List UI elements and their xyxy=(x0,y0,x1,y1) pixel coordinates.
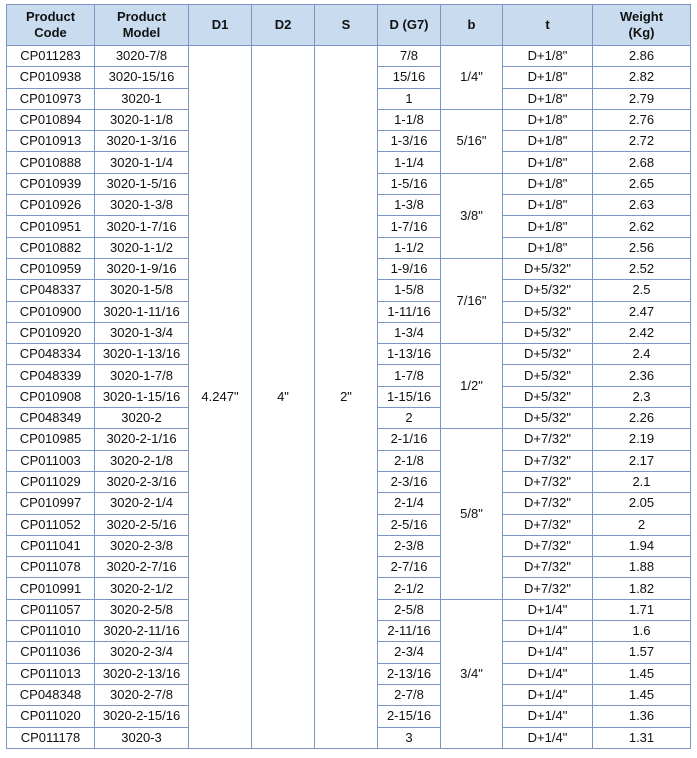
d-g7-cell: 2-1/4 xyxy=(378,493,441,514)
product-code-cell: CP010938 xyxy=(7,67,95,88)
d-g7-cell: 1-7/8 xyxy=(378,365,441,386)
weight-cell: 2.68 xyxy=(593,152,691,173)
weight-cell: 1.31 xyxy=(593,727,691,748)
weight-cell: 2.17 xyxy=(593,450,691,471)
product-model-cell: 3020-1-11/16 xyxy=(95,301,189,322)
weight-cell: 2.3 xyxy=(593,386,691,407)
weight-cell: 2.19 xyxy=(593,429,691,450)
product-code-cell: CP011010 xyxy=(7,621,95,642)
product-model-cell: 3020-2-1/4 xyxy=(95,493,189,514)
t-cell: D+1/8" xyxy=(503,67,593,88)
d-g7-cell: 2-11/16 xyxy=(378,621,441,642)
weight-cell: 1.82 xyxy=(593,578,691,599)
weight-cell: 2.26 xyxy=(593,408,691,429)
b-cell: 3/4" xyxy=(441,599,503,748)
product-code-cell: CP011003 xyxy=(7,450,95,471)
product-code-cell: CP048349 xyxy=(7,408,95,429)
t-cell: D+1/4" xyxy=(503,727,593,748)
product-code-cell: CP010894 xyxy=(7,109,95,130)
t-cell: D+1/8" xyxy=(503,216,593,237)
product-code-cell: CP010926 xyxy=(7,195,95,216)
product-model-cell: 3020-1-9/16 xyxy=(95,258,189,279)
b-cell: 5/16" xyxy=(441,109,503,173)
header-s: S xyxy=(315,5,378,46)
t-cell: D+1/8" xyxy=(503,195,593,216)
product-model-cell: 3020-1-3/16 xyxy=(95,131,189,152)
weight-cell: 2.65 xyxy=(593,173,691,194)
weight-cell: 1.88 xyxy=(593,557,691,578)
d-g7-cell: 1-1/2 xyxy=(378,237,441,258)
weight-cell: 2.56 xyxy=(593,237,691,258)
t-cell: D+1/8" xyxy=(503,173,593,194)
weight-cell: 1.45 xyxy=(593,684,691,705)
product-model-cell: 3020-2-15/16 xyxy=(95,706,189,727)
d-g7-cell: 1-5/8 xyxy=(378,280,441,301)
t-cell: D+5/32" xyxy=(503,344,593,365)
d-g7-cell: 15/16 xyxy=(378,67,441,88)
product-model-cell: 3020-2-13/16 xyxy=(95,663,189,684)
header-product-model-line1: Product xyxy=(116,9,167,24)
weight-cell: 2 xyxy=(593,514,691,535)
weight-cell: 2.63 xyxy=(593,195,691,216)
header-b: b xyxy=(441,5,503,46)
product-code-cell: CP011036 xyxy=(7,642,95,663)
weight-cell: 1.71 xyxy=(593,599,691,620)
product-model-cell: 3020-2-3/16 xyxy=(95,471,189,492)
d-g7-cell: 2-7/8 xyxy=(378,684,441,705)
product-model-cell: 3020-2-1/2 xyxy=(95,578,189,599)
product-code-cell: CP011013 xyxy=(7,663,95,684)
product-model-cell: 3020-2-1/16 xyxy=(95,429,189,450)
product-code-cell: CP011057 xyxy=(7,599,95,620)
product-code-cell: CP010908 xyxy=(7,386,95,407)
d-g7-cell: 1-9/16 xyxy=(378,258,441,279)
header-weight-line2: (Kg) xyxy=(628,25,655,40)
product-code-cell: CP010997 xyxy=(7,493,95,514)
spec-table xyxy=(6,4,691,749)
s-cell: 2" xyxy=(315,46,378,749)
d-g7-cell: 2-3/4 xyxy=(378,642,441,663)
weight-cell: 2.5 xyxy=(593,280,691,301)
t-cell: D+1/4" xyxy=(503,663,593,684)
t-cell: D+1/8" xyxy=(503,46,593,67)
d-g7-cell: 1 xyxy=(378,88,441,109)
t-cell: D+7/32" xyxy=(503,493,593,514)
t-cell: D+7/32" xyxy=(503,514,593,535)
header-product-code xyxy=(7,5,95,46)
product-code-cell: CP011078 xyxy=(7,557,95,578)
b-cell: 1/4" xyxy=(441,46,503,110)
product-model-cell: 3020-1-1/8 xyxy=(95,109,189,130)
weight-cell: 1.57 xyxy=(593,642,691,663)
weight-cell: 2.79 xyxy=(593,88,691,109)
t-cell: D+1/8" xyxy=(503,88,593,109)
product-model-cell: 3020-1-5/8 xyxy=(95,280,189,301)
product-code-cell: CP010973 xyxy=(7,88,95,109)
weight-cell: 1.45 xyxy=(593,663,691,684)
t-cell: D+1/8" xyxy=(503,109,593,130)
product-model-cell: 3020-2 xyxy=(95,408,189,429)
product-model-cell: 3020-1-7/16 xyxy=(95,216,189,237)
product-code-cell: CP010991 xyxy=(7,578,95,599)
header-product-model-line2: Model xyxy=(122,25,161,40)
header-d1: D1 xyxy=(189,5,252,46)
d-g7-cell: 2-5/8 xyxy=(378,599,441,620)
header-weight-line1: Weight xyxy=(619,9,664,24)
product-code-cell: CP010913 xyxy=(7,131,95,152)
t-cell: D+5/32" xyxy=(503,386,593,407)
t-cell: D+1/4" xyxy=(503,599,593,620)
product-model-cell: 3020-1-1/2 xyxy=(95,237,189,258)
t-cell: D+7/32" xyxy=(503,557,593,578)
t-cell: D+5/32" xyxy=(503,258,593,279)
t-cell: D+7/32" xyxy=(503,578,593,599)
b-cell: 1/2" xyxy=(441,344,503,429)
header-product-code-line1: Product xyxy=(25,9,76,24)
header-weight xyxy=(593,5,691,46)
product-code-cell: CP011020 xyxy=(7,706,95,727)
weight-cell: 2.42 xyxy=(593,322,691,343)
product-model-cell: 3020-1-5/16 xyxy=(95,173,189,194)
product-code-cell: CP048348 xyxy=(7,684,95,705)
product-model-cell: 3020-1-7/8 xyxy=(95,365,189,386)
d-g7-cell: 1-15/16 xyxy=(378,386,441,407)
weight-cell: 2.36 xyxy=(593,365,691,386)
product-code-cell: CP010959 xyxy=(7,258,95,279)
b-cell: 7/16" xyxy=(441,258,503,343)
d-g7-cell: 2 xyxy=(378,408,441,429)
t-cell: D+1/4" xyxy=(503,684,593,705)
product-code-cell: CP048339 xyxy=(7,365,95,386)
t-cell: D+7/32" xyxy=(503,429,593,450)
d-g7-cell: 1-3/8 xyxy=(378,195,441,216)
table-row xyxy=(7,46,691,67)
product-model-cell: 3020-3 xyxy=(95,727,189,748)
d-g7-cell: 1-3/4 xyxy=(378,322,441,343)
d-g7-cell: 2-13/16 xyxy=(378,663,441,684)
product-model-cell: 3020-2-1/8 xyxy=(95,450,189,471)
t-cell: D+1/4" xyxy=(503,621,593,642)
product-code-cell: CP010920 xyxy=(7,322,95,343)
header-product-model xyxy=(95,5,189,46)
product-code-cell: CP048337 xyxy=(7,280,95,301)
t-cell: D+5/32" xyxy=(503,301,593,322)
product-code-cell: CP011052 xyxy=(7,514,95,535)
t-cell: D+1/8" xyxy=(503,237,593,258)
d-g7-cell: 1-13/16 xyxy=(378,344,441,365)
t-cell: D+7/32" xyxy=(503,471,593,492)
t-cell: D+5/32" xyxy=(503,408,593,429)
t-cell: D+5/32" xyxy=(503,365,593,386)
product-model-cell: 3020-1 xyxy=(95,88,189,109)
product-model-cell: 3020-2-3/8 xyxy=(95,535,189,556)
product-model-cell: 3020-1-3/8 xyxy=(95,195,189,216)
d-g7-cell: 7/8 xyxy=(378,46,441,67)
d-g7-cell: 3 xyxy=(378,727,441,748)
d-g7-cell: 2-1/8 xyxy=(378,450,441,471)
product-model-cell: 3020-1-1/4 xyxy=(95,152,189,173)
t-cell: D+1/8" xyxy=(503,131,593,152)
weight-cell: 2.05 xyxy=(593,493,691,514)
product-code-cell: CP010882 xyxy=(7,237,95,258)
product-model-cell: 3020-7/8 xyxy=(95,46,189,67)
weight-cell: 2.47 xyxy=(593,301,691,322)
header-row xyxy=(7,5,691,46)
spec-table-container xyxy=(6,4,691,749)
product-code-cell: CP010900 xyxy=(7,301,95,322)
product-model-cell: 3020-2-7/16 xyxy=(95,557,189,578)
d-g7-cell: 2-1/16 xyxy=(378,429,441,450)
d-g7-cell: 1-1/4 xyxy=(378,152,441,173)
product-code-cell: CP010888 xyxy=(7,152,95,173)
d-g7-cell: 2-3/16 xyxy=(378,471,441,492)
weight-cell: 2.82 xyxy=(593,67,691,88)
t-cell: D+5/32" xyxy=(503,280,593,301)
product-model-cell: 3020-2-5/8 xyxy=(95,599,189,620)
d-g7-cell: 2-5/16 xyxy=(378,514,441,535)
product-model-cell: 3020-2-3/4 xyxy=(95,642,189,663)
product-model-cell: 3020-1-15/16 xyxy=(95,386,189,407)
d2-cell: 4" xyxy=(252,46,315,749)
product-code-cell: CP011029 xyxy=(7,471,95,492)
product-code-cell: CP010939 xyxy=(7,173,95,194)
weight-cell: 2.1 xyxy=(593,471,691,492)
product-code-cell: CP011178 xyxy=(7,727,95,748)
product-code-cell: CP048334 xyxy=(7,344,95,365)
t-cell: D+1/4" xyxy=(503,642,593,663)
product-model-cell: 3020-15/16 xyxy=(95,67,189,88)
weight-cell: 2.52 xyxy=(593,258,691,279)
weight-cell: 1.94 xyxy=(593,535,691,556)
weight-cell: 1.36 xyxy=(593,706,691,727)
weight-cell: 2.86 xyxy=(593,46,691,67)
t-cell: D+1/4" xyxy=(503,706,593,727)
d-g7-cell: 1-1/8 xyxy=(378,109,441,130)
d-g7-cell: 2-1/2 xyxy=(378,578,441,599)
weight-cell: 2.4 xyxy=(593,344,691,365)
d-g7-cell: 2-15/16 xyxy=(378,706,441,727)
header-t: t xyxy=(503,5,593,46)
table-body xyxy=(7,46,691,749)
product-model-cell: 3020-2-11/16 xyxy=(95,621,189,642)
d-g7-cell: 1-3/16 xyxy=(378,131,441,152)
product-model-cell: 3020-2-5/16 xyxy=(95,514,189,535)
product-model-cell: 3020-1-3/4 xyxy=(95,322,189,343)
product-code-cell: CP011283 xyxy=(7,46,95,67)
product-code-cell: CP010951 xyxy=(7,216,95,237)
d-g7-cell: 2-7/16 xyxy=(378,557,441,578)
d-g7-cell: 1-5/16 xyxy=(378,173,441,194)
weight-cell: 2.72 xyxy=(593,131,691,152)
t-cell: D+7/32" xyxy=(503,535,593,556)
weight-cell: 2.62 xyxy=(593,216,691,237)
product-model-cell: 3020-2-7/8 xyxy=(95,684,189,705)
d-g7-cell: 1-7/16 xyxy=(378,216,441,237)
weight-cell: 2.76 xyxy=(593,109,691,130)
t-cell: D+7/32" xyxy=(503,450,593,471)
t-cell: D+1/8" xyxy=(503,152,593,173)
product-code-cell: CP011041 xyxy=(7,535,95,556)
d1-cell: 4.247" xyxy=(189,46,252,749)
b-cell: 5/8" xyxy=(441,429,503,599)
header-product-code-line2: Code xyxy=(34,25,67,40)
d-g7-cell: 1-11/16 xyxy=(378,301,441,322)
header-d2: D2 xyxy=(252,5,315,46)
weight-cell: 1.6 xyxy=(593,621,691,642)
b-cell: 3/8" xyxy=(441,173,503,258)
product-code-cell: CP010985 xyxy=(7,429,95,450)
product-model-cell: 3020-1-13/16 xyxy=(95,344,189,365)
t-cell: D+5/32" xyxy=(503,322,593,343)
header-d-g7: D (G7) xyxy=(378,5,441,46)
d-g7-cell: 2-3/8 xyxy=(378,535,441,556)
